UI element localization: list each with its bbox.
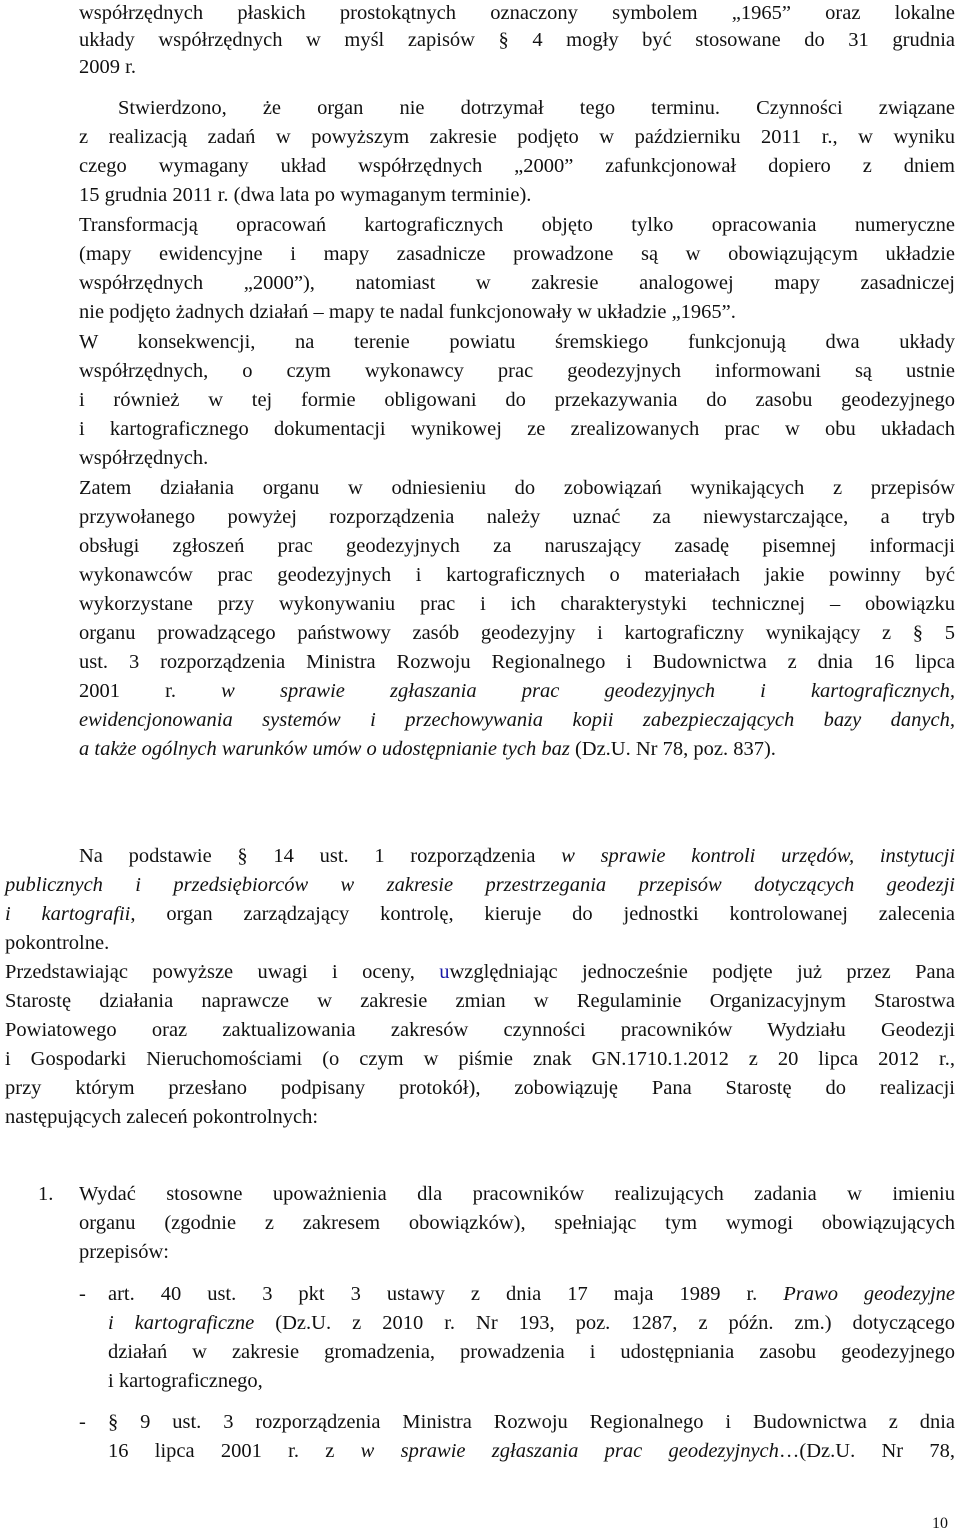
text-span: (Dz.U. Nr 78, poz. 837). [569,738,776,760]
text-span: art. 40 ust. 3 pkt 3 ustawy z dnia 17 maja 1989 r. [108,1283,784,1305]
italic-citation: i kartografii [5,903,131,925]
italic-citation: w sprawie zgłaszania prac geodezyjnych i kartograficznych, [221,680,955,702]
text-line: Stwierdzono, że organ nie dotrzymał tego terminu. Czynności związane [118,97,955,119]
dash-bullet: - [79,1411,86,1433]
text-line: współrzędnych płaskich prostokątnych oznaczony symbolem „1965” oraz lokalne [79,2,955,24]
text-line [79,843,955,870]
text-span: Przedstawiając powyższe uwagi i oceny, [5,961,440,983]
highlighted-letter: u [439,961,450,983]
italic-citation: i kartograficzne [108,1312,255,1334]
text-line: następujących zaleceń pokontrolnych: [5,1106,319,1128]
text-line: Starostę działania naprawcze w zakresie zmian w Regulaminie Organizacyjnym Starostwa [5,990,955,1012]
text-span: Na podstawie § 14 ust. 1 rozporządzenia [79,845,562,867]
text-span: 16 lipca 2001 r. z [108,1440,361,1462]
page-number: 10 [932,1515,948,1532]
text-line: Powiatowego oraz zaktualizowania zakresów czynności pracowników Wydziału Geodezji [5,1019,955,1041]
text-line [79,678,955,705]
text-span: …(Dz.U. Nr 78, [778,1440,955,1462]
text-line: współrzędnych „2000”), natomiast w zakresie analogowej mapy zasadniczej [79,272,955,294]
text-line [5,959,955,986]
text-line: i kartograficznego dokumentacji wynikowej ze zrealizowanych prac w obu układach [79,418,955,440]
text-line: wykonawców prac geodezyjnych i kartograficznych o materiałach jakie powinny być [79,564,955,586]
italic-citation: Prawo geodezyjne [783,1283,955,1305]
text-line: organu prowadzącego państwowy zasób geodezyjny i kartograficzny wynikający z § 5 [79,622,955,644]
text-line: 15 grudnia 2011 r. (dwa lata po wymaganym terminie). [79,184,532,206]
sub-item [108,1438,955,1465]
list-item: Wydać stosowne upoważnienia dla pracowników realizujących zadania w imieniu [79,1183,955,1205]
text-line: z realizacją zadań w powyższym zakresie podjęto w październiku 2011 r., w wyniku [79,126,955,148]
text-line: ust. 3 rozporządzenia Ministra Rozwoju Regionalnego i Budownictwa z dnia 16 lipca [79,651,955,673]
sub-item: § 9 ust. 3 rozporządzenia Ministra Rozwoju Regionalnego i Budownictwa z dnia [108,1411,955,1433]
sub-item: działań w zakresie gromadzenia, prowadzenia i udostępniania zasobu geodezyjnego [108,1341,955,1363]
italic-citation: w sprawie zgłaszania prac geodezyjnych [360,1440,779,1462]
italic-citation: publicznych i przedsiębiorców w zakresie przestrzegania przepisów dotyczących geodezji [5,874,955,896]
italic-citation: a także ogólnych warunków umów o udostępnianie tych baz [79,738,570,760]
text-line: i również w tej formie obligowani do przekazywania do zasobu geodezyjnego [79,389,955,411]
list-item: przepisów: [79,1241,169,1263]
sub-item: i kartograficznego, [108,1370,263,1392]
text-line: obsługi zgłoszeń prac geodezyjnych za naruszający zasadę pisemnej informacji [79,535,955,557]
text-line: Transformacją opracowań kartograficznych objęto tylko opracowania numeryczne [79,214,955,236]
text-line: pokontrolne. [5,932,110,954]
text-span: (Dz.U. z 2010 r. Nr 193, poz. 1287, z późn. zm.) dotyczącego [254,1312,955,1334]
text-line: (mapy ewidencyjne i mapy zasadnicze prowadzone są w obowiązującym układzie [79,243,955,265]
text-line: nie podjęto żadnych działań – mapy te nadal funkcjonowały w układzie „1965”. [79,301,736,323]
text-line: wykorzystane przy wykonywaniu prac i ich charakterystyki technicznej – obowiązku [79,593,955,615]
text-line [79,736,776,763]
text-line: W konsekwencji, na terenie powiatu śremskiego funkcjonują dwa układy [79,331,955,353]
text-line: współrzędnych, o czym wykonawcy prac geodezyjnych informowani są ustnie [79,360,955,382]
text-line: przywołanego powyżej rozporządzenia należy uznać za niewystarczające, a tryb [79,506,955,528]
text-line: 2009 r. [79,56,136,78]
text-line: i Gospodarki Nieruchomościami (o czym w piśmie znak GN.1710.1.2012 z 20 lipca 2012 r., [5,1048,955,1070]
list-item: organu (zgodnie z zakresem obowiązków), spełniając tym wymogi obowiązujących [79,1212,955,1234]
list-number: 1. [38,1183,54,1205]
text-span: względniając jednocześnie podjęte już przez Pana [449,961,955,983]
text-line: przy którym przesłano podpisany protokół), zobowiązuję Pana Starostę do realizacji [5,1077,955,1099]
text-line: czego wymagany układ współrzędnych „2000” zafunkcjonował dopiero z dniem [79,155,955,177]
text-line: Zatem działania organu w odniesieniu do zobowiązań wynikających z przepisów [79,477,955,499]
sub-item [108,1310,955,1337]
italic-citation: ewidencjonowania systemów i przechowywania kopii zabezpieczających bazy danych, [79,709,955,731]
sub-item [108,1281,955,1308]
text-span: , organ zarządzający kontrolę, kieruje do jednostki kontrolowanej zalecenia [130,903,955,925]
text-line: współrzędnych. [79,447,209,469]
text-span: 2001 r. [79,680,222,702]
text-line [5,901,955,928]
dash-bullet: - [79,1283,86,1305]
text-line: układy współrzędnych w myśl zapisów § 4 mogły być stosowane do 31 grudnia [79,29,955,51]
italic-citation: w sprawie kontroli urzędów, instytucji [561,845,956,867]
